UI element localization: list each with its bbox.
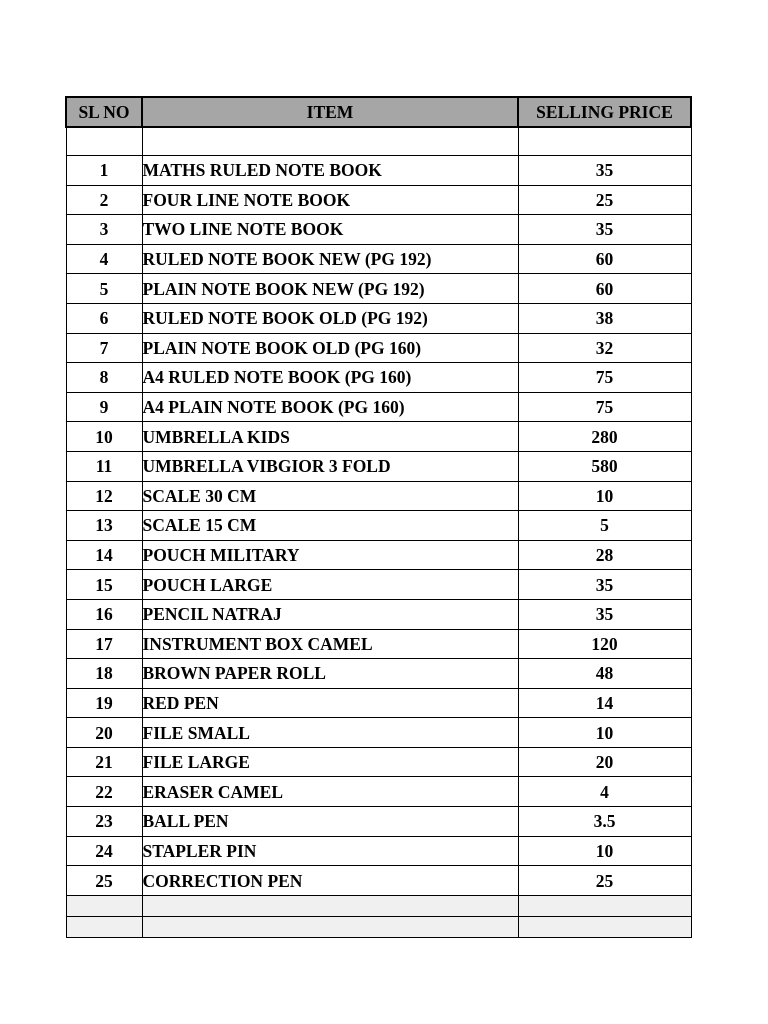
- price-cell: 48: [518, 659, 691, 689]
- price-cell: 10: [518, 836, 691, 866]
- table-body: [66, 127, 691, 937]
- sl-no-cell: 1: [66, 156, 142, 186]
- table-row: [66, 599, 691, 629]
- item-cell: INSTRUMENT BOX CAMEL: [142, 629, 518, 659]
- item-cell: STAPLER PIN: [142, 836, 518, 866]
- sl-no-cell: 3: [66, 215, 142, 245]
- sl-no-cell: 23: [66, 807, 142, 837]
- price-cell: 38: [518, 303, 691, 333]
- empty-cell: [518, 916, 691, 937]
- table-row: [66, 836, 691, 866]
- sl-no-cell: 4: [66, 244, 142, 274]
- sl-no-cell: 9: [66, 392, 142, 422]
- sl-no-cell: 14: [66, 540, 142, 570]
- table-row: [66, 718, 691, 748]
- header-sl-no: SL NO: [66, 97, 142, 127]
- sl-no-cell: 10: [66, 422, 142, 452]
- price-cell: 75: [518, 363, 691, 393]
- table-row: [66, 422, 691, 452]
- sl-no-cell: 19: [66, 688, 142, 718]
- price-cell: 20: [518, 747, 691, 777]
- item-cell: FILE LARGE: [142, 747, 518, 777]
- table-row: [66, 659, 691, 689]
- price-cell: 35: [518, 599, 691, 629]
- price-cell: 60: [518, 274, 691, 304]
- table-row: [66, 688, 691, 718]
- item-cell: PENCIL NATRAJ: [142, 599, 518, 629]
- price-cell: 25: [518, 185, 691, 215]
- table-row: [66, 629, 691, 659]
- item-cell: CORRECTION PEN: [142, 866, 518, 896]
- item-cell: A4 PLAIN NOTE BOOK (PG 160): [142, 392, 518, 422]
- table-row: [66, 392, 691, 422]
- sl-no-cell: 15: [66, 570, 142, 600]
- empty-cell: [142, 127, 518, 156]
- item-cell: RED PEN: [142, 688, 518, 718]
- sl-no-cell: 13: [66, 511, 142, 541]
- price-cell: 60: [518, 244, 691, 274]
- table-header: [66, 97, 691, 127]
- price-cell: 25: [518, 866, 691, 896]
- header-item: ITEM: [142, 97, 518, 127]
- empty-cell: [518, 127, 691, 156]
- price-cell: 280: [518, 422, 691, 452]
- sl-no-cell: 11: [66, 451, 142, 481]
- item-cell: FILE SMALL: [142, 718, 518, 748]
- sl-no-cell: 8: [66, 363, 142, 393]
- price-cell: 35: [518, 156, 691, 186]
- table-row: [66, 540, 691, 570]
- sl-no-cell: 20: [66, 718, 142, 748]
- sl-no-cell: 6: [66, 303, 142, 333]
- empty-row: [66, 916, 691, 937]
- empty-row: [66, 895, 691, 916]
- item-cell: TWO LINE NOTE BOOK: [142, 215, 518, 245]
- sl-no-cell: 22: [66, 777, 142, 807]
- item-cell: RULED NOTE BOOK OLD (PG 192): [142, 303, 518, 333]
- item-cell: PLAIN NOTE BOOK OLD (PG 160): [142, 333, 518, 363]
- item-cell: A4 RULED NOTE BOOK (PG 160): [142, 363, 518, 393]
- sl-no-cell: 16: [66, 599, 142, 629]
- price-cell: 5: [518, 511, 691, 541]
- sl-no-cell: 25: [66, 866, 142, 896]
- price-cell: 35: [518, 215, 691, 245]
- price-cell: 10: [518, 718, 691, 748]
- sl-no-cell: 12: [66, 481, 142, 511]
- sl-no-cell: 21: [66, 747, 142, 777]
- price-cell: 14: [518, 688, 691, 718]
- table-row: [66, 481, 691, 511]
- table-row: [66, 215, 691, 245]
- price-cell: 10: [518, 481, 691, 511]
- item-cell: BALL PEN: [142, 807, 518, 837]
- header-row: [66, 97, 691, 127]
- table-row: [66, 866, 691, 896]
- item-cell: BROWN PAPER ROLL: [142, 659, 518, 689]
- empty-row: [66, 127, 691, 156]
- table-row: [66, 511, 691, 541]
- table-row: [66, 807, 691, 837]
- item-cell: UMBRELLA KIDS: [142, 422, 518, 452]
- price-list-table: [65, 96, 692, 938]
- price-cell: 32: [518, 333, 691, 363]
- empty-cell: [66, 895, 142, 916]
- empty-cell: [142, 895, 518, 916]
- empty-cell: [66, 916, 142, 937]
- item-cell: UMBRELLA VIBGIOR 3 FOLD: [142, 451, 518, 481]
- table-row: [66, 363, 691, 393]
- sl-no-cell: 24: [66, 836, 142, 866]
- price-cell: 28: [518, 540, 691, 570]
- table-row: [66, 244, 691, 274]
- item-cell: PLAIN NOTE BOOK NEW (PG 192): [142, 274, 518, 304]
- item-cell: POUCH MILITARY: [142, 540, 518, 570]
- sl-no-cell: 7: [66, 333, 142, 363]
- item-cell: SCALE 30 CM: [142, 481, 518, 511]
- table-row: [66, 777, 691, 807]
- table-row: [66, 303, 691, 333]
- price-cell: 120: [518, 629, 691, 659]
- sl-no-cell: 18: [66, 659, 142, 689]
- table-row: [66, 333, 691, 363]
- empty-cell: [66, 127, 142, 156]
- item-cell: ERASER CAMEL: [142, 777, 518, 807]
- price-cell: 4: [518, 777, 691, 807]
- item-cell: MATHS RULED NOTE BOOK: [142, 156, 518, 186]
- price-cell: 3.5: [518, 807, 691, 837]
- table-row: [66, 747, 691, 777]
- item-cell: FOUR LINE NOTE BOOK: [142, 185, 518, 215]
- empty-cell: [518, 895, 691, 916]
- item-cell: SCALE 15 CM: [142, 511, 518, 541]
- table-row: [66, 156, 691, 186]
- table-row: [66, 570, 691, 600]
- item-cell: RULED NOTE BOOK NEW (PG 192): [142, 244, 518, 274]
- table-row: [66, 274, 691, 304]
- price-cell: 35: [518, 570, 691, 600]
- empty-cell: [142, 916, 518, 937]
- price-cell: 580: [518, 451, 691, 481]
- sl-no-cell: 2: [66, 185, 142, 215]
- price-cell: 75: [518, 392, 691, 422]
- table-row: [66, 185, 691, 215]
- table-row: [66, 451, 691, 481]
- item-cell: POUCH LARGE: [142, 570, 518, 600]
- header-selling-price: SELLING PRICE: [518, 97, 691, 127]
- sl-no-cell: 17: [66, 629, 142, 659]
- sl-no-cell: 5: [66, 274, 142, 304]
